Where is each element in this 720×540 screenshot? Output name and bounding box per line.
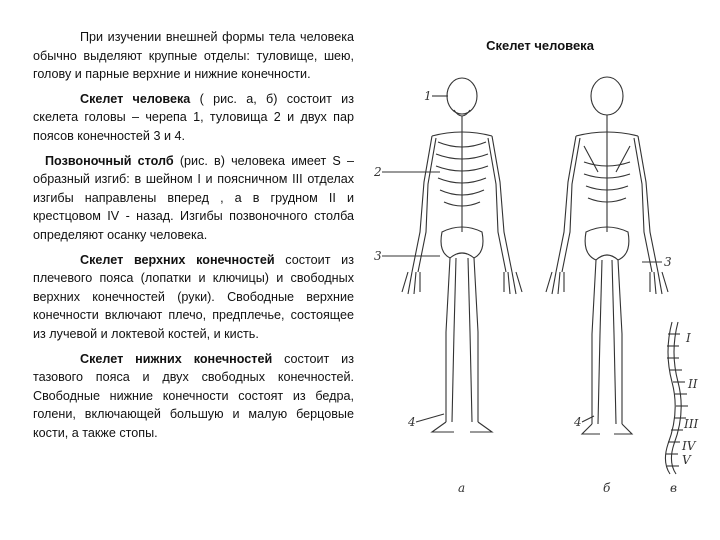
spine-label-IV: IV [682,439,696,453]
label-1: 1 [424,89,432,103]
paragraph-skeleton-term: Скелет человека [80,91,191,106]
text-column [33,28,354,448]
label-back-3: 3 [664,255,672,269]
caption-v: в [670,481,677,495]
spine-label-I: I [686,331,691,345]
front-skeleton [402,78,522,432]
figure-title: Скелет человека [486,38,594,53]
paragraph-upper-limbs-term: Скелет верхних конечностей [80,252,275,267]
paragraph-intro-text: При изучении внешней формы тела человека обычно выделяют крупные отделы: туловище, шею, голову и парные верхние и нижние конечности. [33,30,354,82]
back-skeleton [546,77,668,434]
paragraph-lower-limbs-text: состоит из тазового пояса и двух свободных конечностей. Свободные нижние конечности состоят из бедра, голени, включающей большую и малую берцовые кости, а также стопы. [33,351,354,440]
skeleton-figure [362,72,702,502]
paragraph-intro [33,28,354,84]
paragraph-lower-limbs [33,350,354,443]
label-4: 4 [408,415,416,429]
caption-a: а [458,481,466,495]
paragraph-spine-text: (рис. в) человека имеет S – образный изгиб: в шейном I и поясничном III отделах изгибы направлены вперед , а в грудном II и крестцовом IV - назад. Изгибы позвоночного столба определяют осанку человека. [33,153,354,242]
paragraph-spine [33,152,354,245]
label-3: 3 [374,249,382,263]
paragraph-lower-limbs-term: Скелет нижних конечностей [80,351,273,366]
spine-label-II: II [688,377,698,391]
label-back-4: 4 [574,415,582,429]
paragraph-skeleton-text: ( рис. а, б) состоит из скелета головы – черепа 1, туловища 2 и двух пар поясов конечностей 3 и 4. [33,91,354,143]
paragraph-upper-limbs-text: состоит из плечевого пояса (лопатки и ключицы) и свободных верхних конечностей (руки). Свободные верхние конечности включают плечо, предплечье, состоящее из лучевой и локтевой костей, и кисть. [33,252,354,341]
paragraph-upper-limbs [33,251,354,344]
skeleton-illustration [362,72,702,502]
leader-4 [416,414,444,422]
spine-label-V: V [682,453,691,467]
label-2: 2 [374,165,382,179]
paragraph-skeleton [33,90,354,146]
paragraph-spine-term: Позвоночный столб [45,153,174,168]
caption-b: б [603,481,611,495]
spine-label-III: III [684,417,699,431]
